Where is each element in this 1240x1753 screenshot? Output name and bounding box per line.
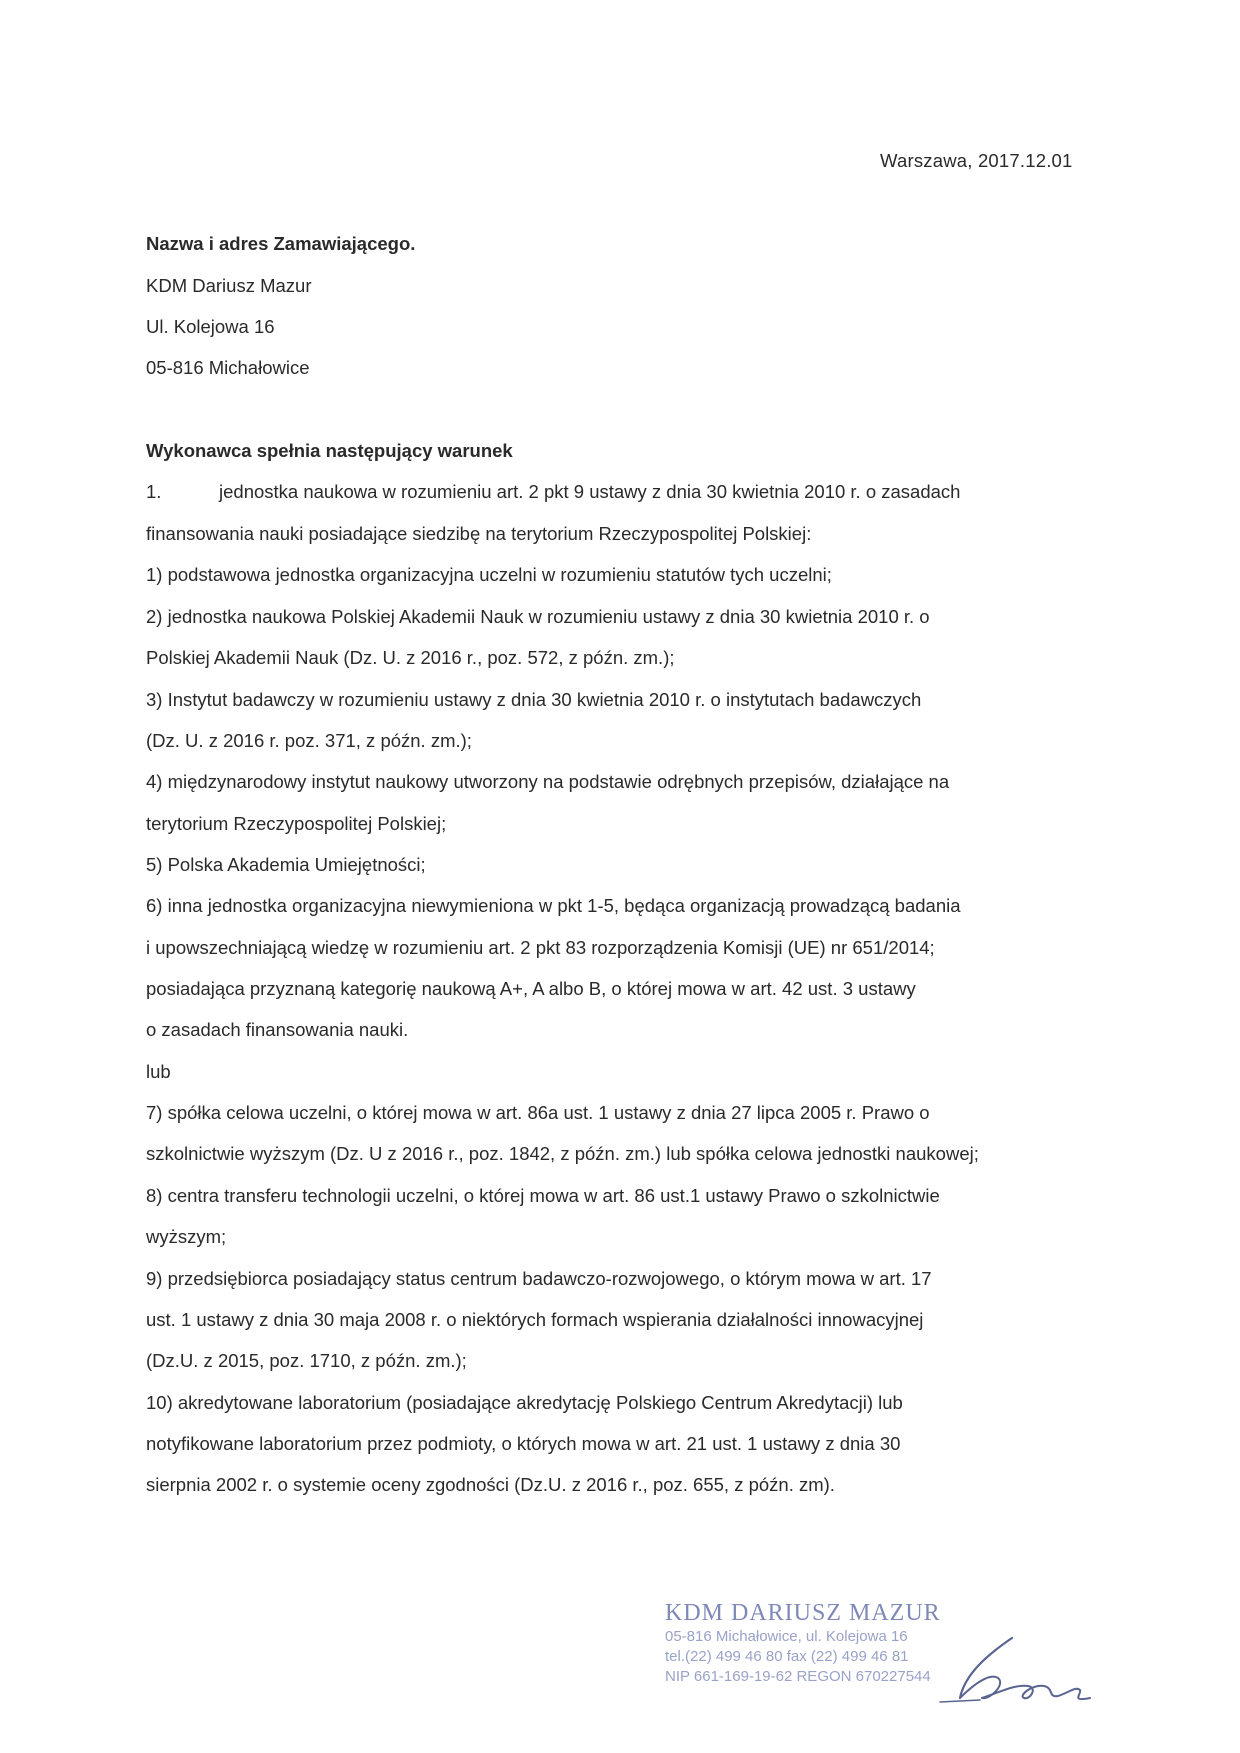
- subitem-4-line-2: terytorium Rzeczypospolitej Polskiej;: [146, 813, 447, 834]
- orderer-name: KDM Dariusz Mazur: [146, 275, 312, 296]
- orderer-heading: Nazwa i adres Zamawiającego.: [146, 233, 416, 254]
- stamp-tax-ids: NIP 661-169-19-62 REGON 670227544: [665, 1668, 931, 1685]
- subitem-6-line-1: 6) inna jednostka organizacyjna niewymieniona w pkt 1-5, będąca organizacją prowadzącą badania: [146, 895, 961, 916]
- stamp-phone: tel.(22) 499 46 80 fax (22) 499 46 81: [665, 1648, 909, 1665]
- subitem-10-line-3: sierpnia 2002 r. o systemie oceny zgodności (Dz.U. z 2016 r., poz. 655, z późn. zm).: [146, 1474, 835, 1495]
- document-date: Warszawa, 2017.12.01: [880, 150, 1073, 171]
- subitem-9-line-1: 9) przedsiębiorca posiadający status centrum badawczo-rozwojowego, o którym mowa w art. 17: [146, 1268, 932, 1289]
- subitem-7-line-2: szkolnictwie wyższym (Dz. U z 2016 r., poz. 1842, z późn. zm.) lub spółka celowa jednostki naukowej;: [146, 1143, 979, 1164]
- orderer-city: 05-816 Michałowice: [146, 357, 310, 378]
- subitem-6-line-4: o zasadach finansowania nauki.: [146, 1019, 409, 1040]
- orderer-street: Ul. Kolejowa 16: [146, 316, 275, 337]
- subitem-5: 5) Polska Akademia Umiejętności;: [146, 854, 426, 875]
- subitem-2-line-1: 2) jednostka naukowa Polskiej Akademii Nauk w rozumieniu ustawy z dnia 30 kwietnia 2010 r. o: [146, 606, 930, 627]
- subitem-9-line-3: (Dz.U. z 2015, poz. 1710, z późn. zm.);: [146, 1350, 467, 1371]
- subitem-3-line-1: 3) Instytut badawczy w rozumieniu ustawy z dnia 30 kwietnia 2010 r. o instytutach badawczych: [146, 689, 922, 710]
- or-separator: lub: [146, 1061, 171, 1082]
- item-1-line-2: finansowania nauki posiadające siedzibę na terytorium Rzeczypospolitej Polskiej:: [146, 523, 812, 544]
- subitem-10-line-2: notyfikowane laboratorium przez podmioty, o których mowa w art. 21 ust. 1 ustawy z dnia 30: [146, 1433, 901, 1454]
- subitem-8-line-2: wyższym;: [146, 1226, 227, 1247]
- subitem-3-line-2: (Dz. U. z 2016 r. poz. 371, z późn. zm.);: [146, 730, 472, 751]
- subitem-1: 1) podstawowa jednostka organizacyjna uczelni w rozumieniu statutów tych uczelni;: [146, 564, 832, 585]
- subitem-9-line-2: ust. 1 ustawy z dnia 30 maja 2008 r. o niektórych formach wspierania działalności innowacyjnej: [146, 1309, 924, 1330]
- subitem-10-line-1: 10) akredytowane laboratorium (posiadające akredytację Polskiego Centrum Akredytacji) lub: [146, 1392, 903, 1413]
- handwritten-signature: [920, 1628, 1100, 1718]
- conditions-heading: Wykonawca spełnia następujący warunek: [146, 440, 513, 461]
- item-1-line-1: [146, 481, 960, 503]
- subitem-6-line-3: posiadająca przyznaną kategorię naukową A+, A albo B, o której mowa w art. 42 ust. 3 ustawy: [146, 978, 916, 999]
- subitem-7-line-1: 7) spółka celowa uczelni, o której mowa w art. 86a ust. 1 ustawy z dnia 27 lipca 2005 r. Prawo o: [146, 1102, 930, 1123]
- subitem-2-line-2: Polskiej Akademii Nauk (Dz. U. z 2016 r., poz. 572, z późn. zm.);: [146, 647, 675, 668]
- stamp-address: 05-816 Michałowice, ul. Kolejowa 16: [665, 1628, 908, 1645]
- stamp-title: KDM DARIUSZ MAZUR: [665, 1600, 941, 1626]
- subitem-6-line-2: i upowszechniającą wiedzę w rozumieniu art. 2 pkt 83 rozporządzenia Komisji (UE) nr 651/2014;: [146, 937, 935, 958]
- subitem-8-line-1: 8) centra transferu technologii uczelni, o której mowa w art. 86 ust.1 ustawy Prawo o szkolnictwie: [146, 1185, 940, 1206]
- item-1-number: 1.: [146, 481, 162, 502]
- subitem-4-line-1: 4) międzynarodowy instytut naukowy utworzony na podstawie odrębnych przepisów, działające na: [146, 771, 950, 792]
- item-1-text: jednostka naukowa w rozumieniu art. 2 pkt 9 ustawy z dnia 30 kwietnia 2010 r. o zasadach: [219, 481, 961, 502]
